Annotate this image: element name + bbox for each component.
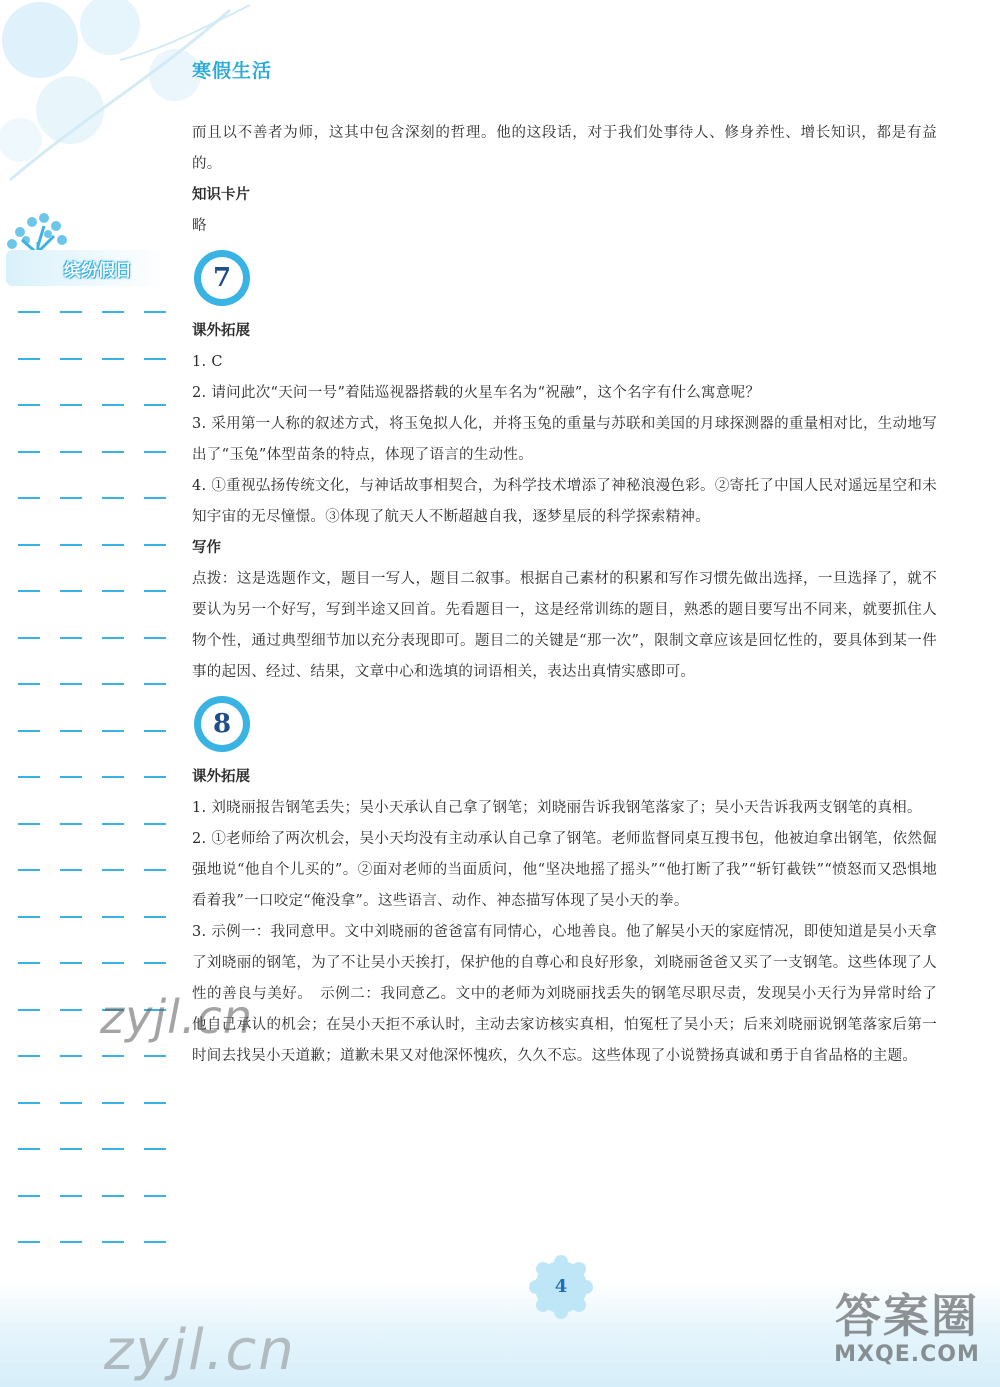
dash-segment [60,1148,82,1150]
intro-paragraph: 而且以不善者为师，这其中包含深刻的哲理。他的这段话，对于我们处事待人、修身养性、增长知识，都是有益的。 [192,125,937,172]
dash-segment [60,497,82,499]
dash-segment [102,916,124,918]
dash-segment [144,590,166,592]
dash-segment [144,730,166,732]
dash-segment [60,544,82,546]
dash-segment [102,962,124,964]
dash-segment [60,358,82,360]
dash-segment [144,1241,166,1243]
dash-segment [144,544,166,546]
page-number-badge [528,1254,594,1320]
dash-segment [18,1055,40,1057]
dash-segment [18,962,40,964]
dash-segment [102,823,124,825]
dash-segment [102,1195,124,1197]
dash-segment [60,1102,82,1104]
dash-segment [144,823,166,825]
section-7-item-3: 3. 采用第一人称的叙述方式，将玉兔拟人化，并将玉兔的重量与苏联和美国的月球探测器的重量相对比，生动地写出了“玉兔”体型苗条的特点，体现了语言的生动性。 [192,416,937,463]
dash-segment [144,683,166,685]
dash-segment [18,730,40,732]
knowledge-text: 略 [192,218,207,234]
dash-segment [102,1241,124,1243]
dash-segment [60,962,82,964]
dash-segment [144,1055,166,1057]
dash-segment [102,311,124,313]
section-8-item-1: 1. 刘晓丽报告钢笔丢失；吴小天承认自己拿了钢笔；刘晓丽告诉我钢笔落家了；吴小天告诉我两支钢笔的真相。 [192,800,922,816]
sidebar-dash-row [18,1148,166,1150]
section-7-number: 7 [212,263,232,293]
sidebar-dash-row [18,1102,166,1104]
sidebar-dash-row [18,544,166,546]
dash-segment [60,311,82,313]
sidebar-dash-row [18,637,166,639]
sidebar-dash-row [18,869,166,871]
header-title: 寒假生活 [192,60,273,82]
dash-segment [18,683,40,685]
sidebar-dash-row [18,497,166,499]
dash-segment [60,776,82,778]
dash-segment [60,451,82,453]
dash-segment [60,916,82,918]
section-8-ext-heading: 课外拓展 [192,769,250,785]
dash-segment [102,730,124,732]
dash-segment [60,1009,82,1011]
sidebar-dash-row [18,358,166,360]
dash-segment [18,1009,40,1011]
section-8-number: 8 [212,709,232,739]
sidebar-dash-row [18,1055,166,1057]
sidebar-dash-row [18,823,166,825]
dash-segment [18,916,40,918]
dash-segment [60,1195,82,1197]
knowledge-heading: 知识卡片 [192,187,250,203]
dash-segment [18,776,40,778]
dash-segment [60,683,82,685]
dash-segment [18,1241,40,1243]
site-logo-url: MXQE.COM [834,1342,980,1367]
sidebar-dash-row [18,962,166,964]
dash-segment [144,404,166,406]
dash-segment [18,497,40,499]
dash-segment [18,451,40,453]
section-7-item-1: 1. C [192,354,223,370]
dash-segment [102,1148,124,1150]
dash-segment [18,1102,40,1104]
dash-segment [102,776,124,778]
sidebar-dash-row [18,590,166,592]
dash-segment [144,916,166,918]
sidebar-dash-row [18,916,166,918]
dash-segment [102,404,124,406]
dash-segment [18,311,40,313]
dash-segment [18,637,40,639]
dash-segment [144,1148,166,1150]
dash-segment [144,1102,166,1104]
dash-segment [102,1055,124,1057]
dash-segment [18,358,40,360]
main-content [192,118,937,1072]
dash-segment [144,637,166,639]
section-8-item-3: 3. 示例一：我同意甲。文中刘晓丽的爸爸富有同情心，心地善良。他了解吴小天的家庭情况，即使知道是吴小天拿了刘晓丽的钢笔，为了不让吴小天挨打，保护他的自尊心和良好形象，刘晓丽爸爸又买了一支钢笔。这些体现了人性的善良与美好。 示例二：我同意乙。文中的老师为刘晓丽找丢失的钢笔尽职尽责，发现吴小天行为异常时给了他自己承认的机会；在吴小天拒不承认时，主动去家访核实真相，怕冤枉了吴小天；后来刘晓丽说钢笔落家后第一时间去找吴小天道歉；道歉未果又对他深怀愧疚，久久不忘。这些体现了小说赞扬真诚和勇于自省品格的主题。 [192,924,937,1064]
dash-segment [102,544,124,546]
dash-segment [60,730,82,732]
dash-segment [60,637,82,639]
watermark-bottom: zyjl.cn [104,1318,296,1383]
dash-segment [60,1055,82,1057]
site-logo-name: 答案圈 [835,1289,979,1343]
page-number: 4 [554,1276,568,1297]
dash-segment [102,451,124,453]
dash-segment [144,358,166,360]
dash-segment [144,1195,166,1197]
dash-segment [60,823,82,825]
writing-text: 点拨：这是选题作文，题目一写人，题目二叙事。根据自己素材的积累和写作习惯先做出选择，一旦选择了，就不要认为另一个好写，写到半途又回首。先看题目一，这是经常训练的题目，熟悉的题目要写出不同来，就要抓住人物个性，通过典型细节加以充分表现即可。题目二的关键是“那一次”，限制文章应该是回忆性的，要具体到某一件事的起因、经过、结果，文章中心和选填的词语相关，表达出真情实感即可。 [192,571,937,680]
dash-segment [18,404,40,406]
dash-segment [144,869,166,871]
site-logo [822,1290,992,1380]
section-7-badge [192,248,252,308]
dash-segment [144,962,166,964]
dash-segment [102,497,124,499]
dash-segment [102,590,124,592]
dash-segment [144,311,166,313]
sidebar-dash-row [18,451,166,453]
dash-segment [102,683,124,685]
dash-segment [102,1102,124,1104]
dash-segment [18,1195,40,1197]
sidebar-dash-row [18,776,166,778]
dash-segment [18,823,40,825]
sidebar-dash-row [18,1195,166,1197]
dash-segment [60,590,82,592]
dash-segment [144,497,166,499]
dash-segment [18,544,40,546]
section-7-item-2: 2. 请问此次“天问一号”着陆巡视器搭载的火星车名为“祝融”，这个名字有什么寓意呢？ [192,385,761,401]
sidebar-label: 缤纷假日 [64,261,132,281]
sidebar-dash-row [18,311,166,313]
dash-segment [18,1148,40,1150]
section-7-item-4: 4. ①重视弘扬传统文化，与神话故事相契合，为科学技术增添了神秘浪漫色彩。②寄托了中国人民对遥远星空和未知宇宙的无尽憧憬。③体现了航天人不断超越自我，逐梦星辰的科学探索精神。 [192,478,937,525]
dash-segment [60,1241,82,1243]
sidebar-dash-row [18,1241,166,1243]
dash-segment [60,404,82,406]
watermark-mid: zyjl.cn [100,990,253,1044]
writing-heading: 写作 [192,540,221,556]
sidebar-dash-row [18,730,166,732]
dash-segment [102,869,124,871]
sidebar-dash-row [18,683,166,685]
dash-segment [144,451,166,453]
dash-segment [102,358,124,360]
section-8-badge [192,694,252,754]
sidebar-dash-row [18,404,166,406]
dash-segment [60,869,82,871]
dash-segment [102,637,124,639]
dash-segment [18,869,40,871]
section-7-ext-heading: 课外拓展 [192,323,250,339]
section-8-item-2: 2. ①老师给了两次机会，吴小天均没有主动承认自己拿了钢笔。老师监督同桌互搜书包，他被迫拿出钢笔，依然倔强地说“他自个儿买的”。②面对老师的当面质问，他“坚决地摇了摇头”“他打断了我”“斩钉截铁”“愤怒而又恐惧地看着我”一口咬定“俺没拿”。这些语言、动作、神态描写体现了吴小天的拳。 [192,831,937,909]
dash-segment [144,776,166,778]
dash-segment [18,590,40,592]
